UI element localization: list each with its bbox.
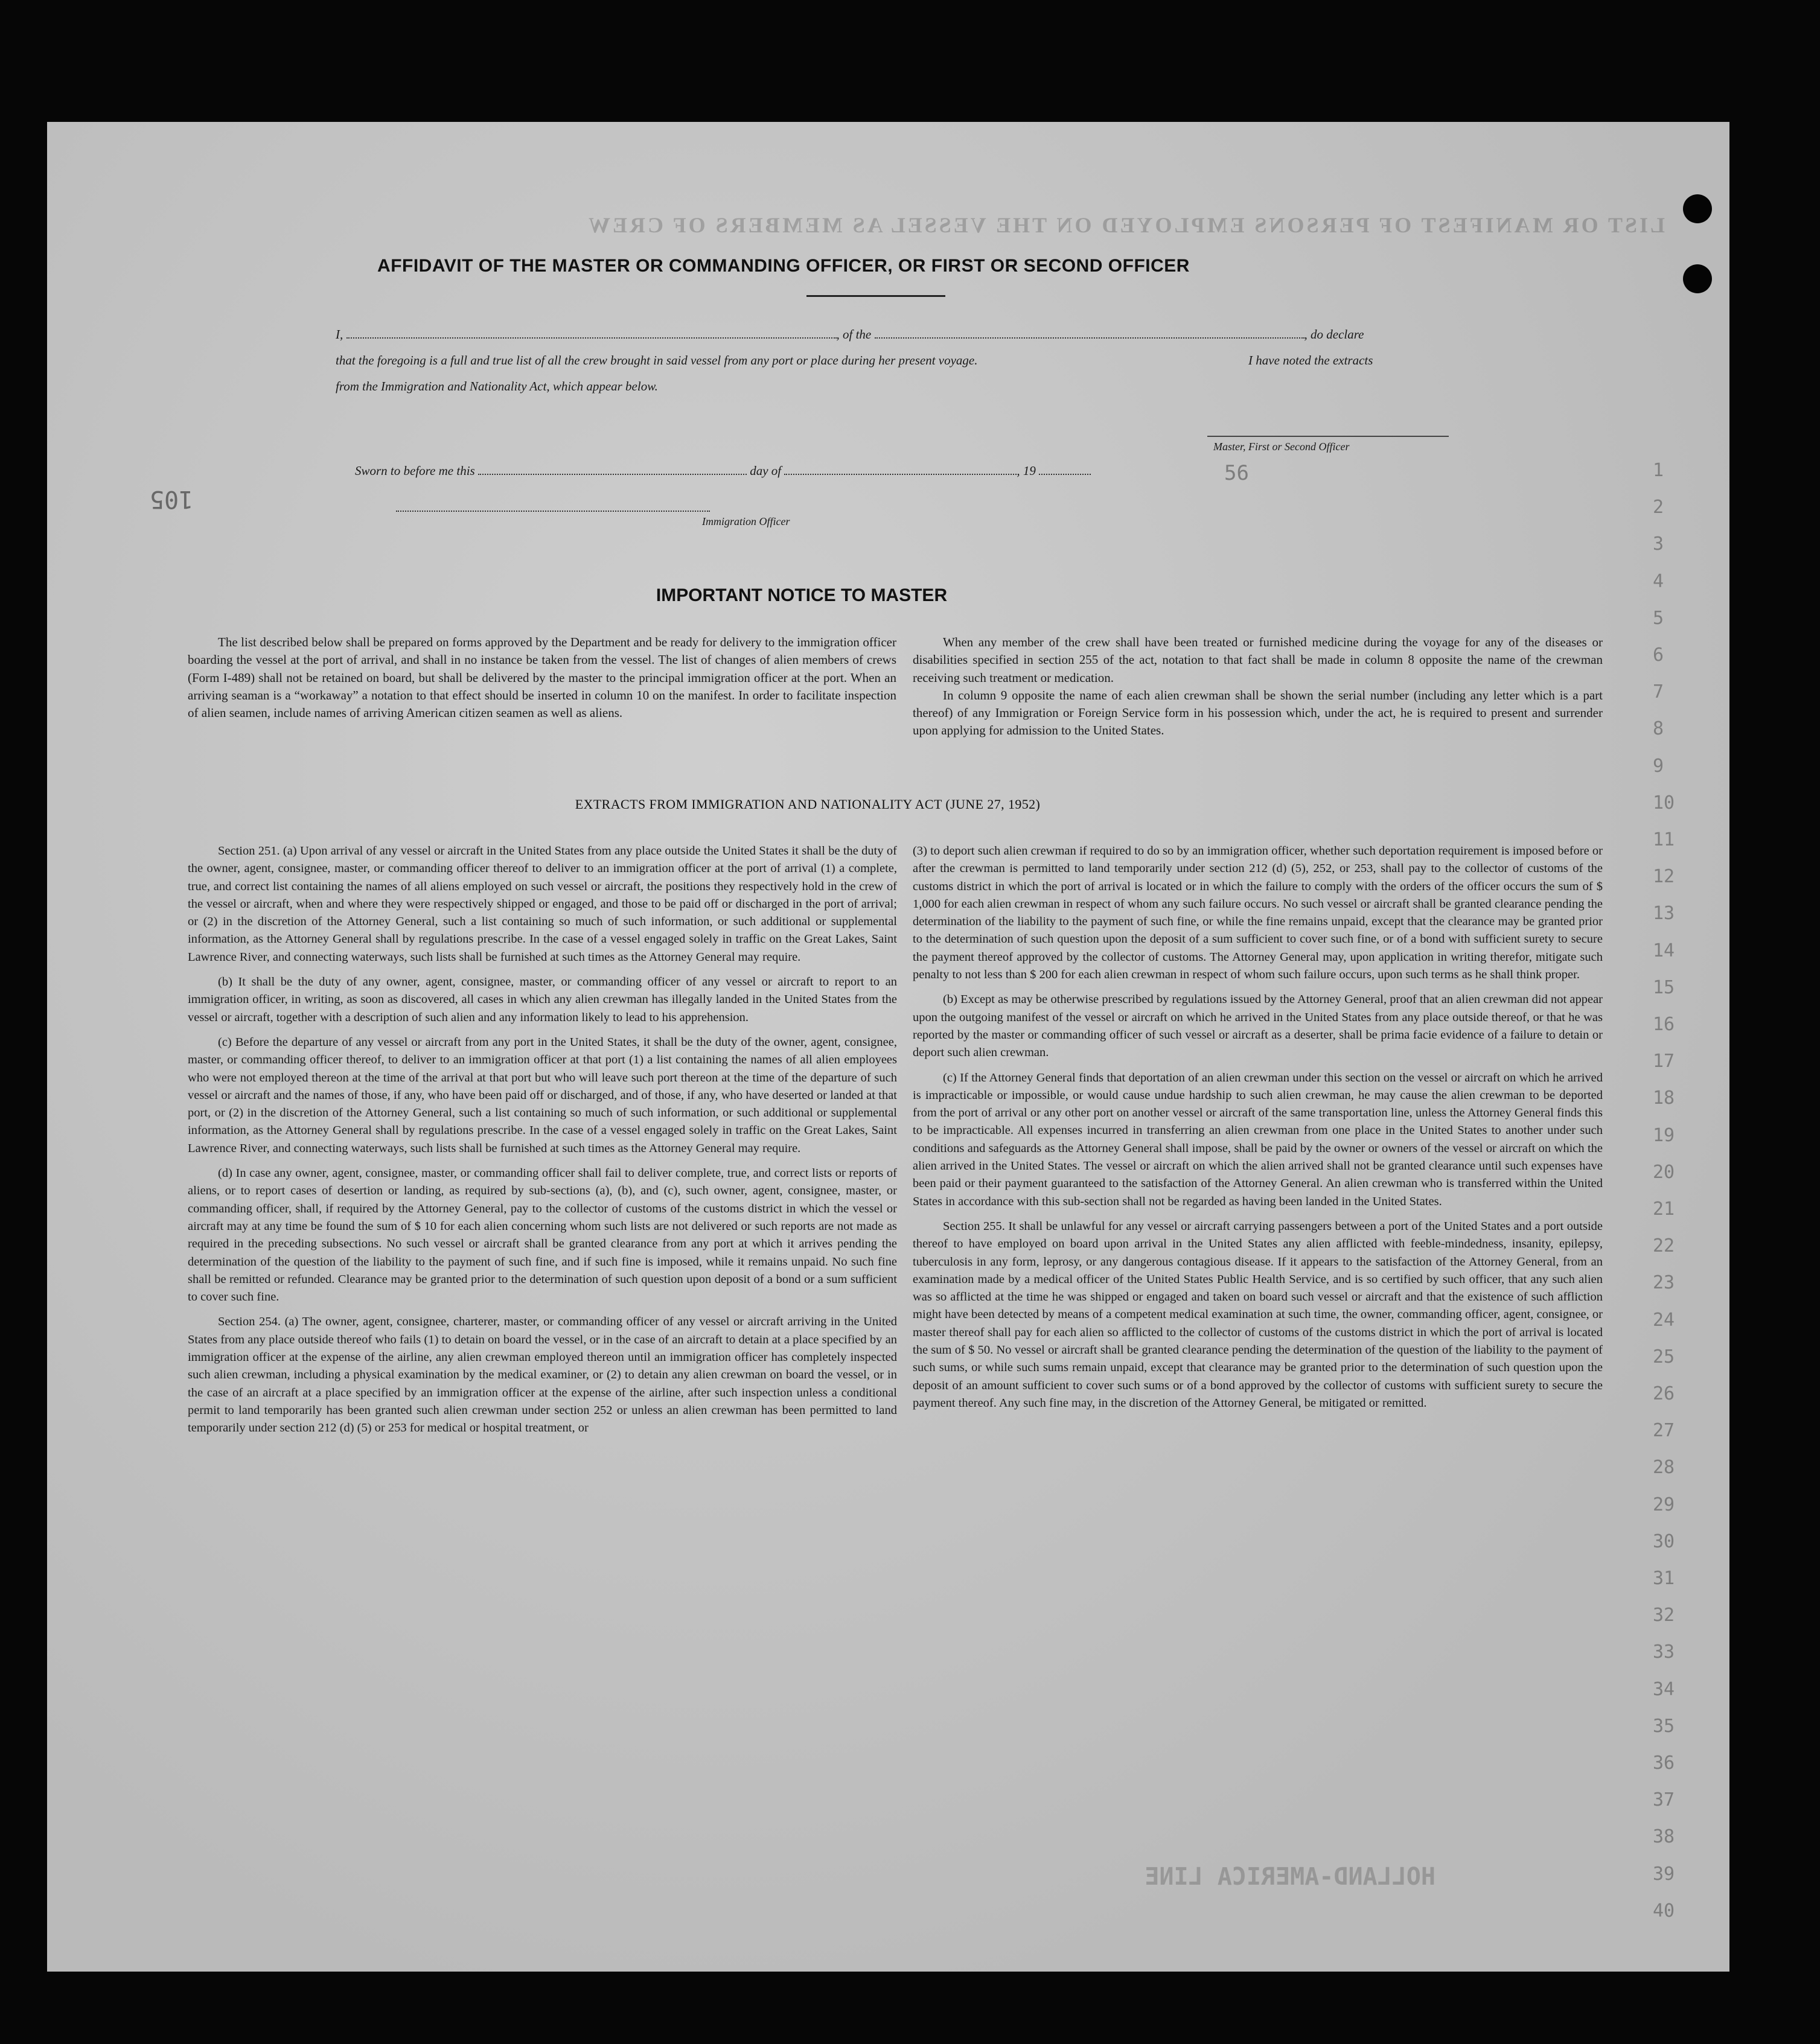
notice-right-paragraph-1: When any member of the crew shall have been treated or furnished medicine during the voyage for any of the diseases or disabilities specified in section 255 of the act, notation to that fact shall be made in column 8 opposite the name of the crewman receiving such treatment or medication.: [913, 635, 1603, 685]
bleedthrough-row-number: 23: [1653, 1272, 1675, 1294]
notice-title: IMPORTANT NOTICE TO MASTER: [656, 585, 948, 605]
affidavit-line-3: from the Immigration and Nationality Act, which appear below.: [336, 379, 658, 393]
notice-left-block: [188, 634, 896, 729]
bleedthrough-row-number: 6: [1653, 645, 1664, 666]
notice-left-paragraph: The list described below shall be prepared on forms approved by the Department and be ready for delivery to the immigration officer boarding the vessel at the port of arrival, and shall in no instance be taken from the vessel. The list of changes of alien members of crews (Form I-489) shall not be retained on board, but shall be delivered by the master to the principal immigration officer at the port. When an arriving seaman is a “workaway” a notation to that effect should be inserted in column 10 on the manifest. In order to facilitate inspection of alien seamen, include names of arriving American citizen seamen as well as aliens.: [188, 635, 896, 721]
bleedthrough-row-number: 30: [1653, 1530, 1675, 1552]
bleedthrough-row-number: 8: [1653, 718, 1664, 740]
sworn-day-of-label: day of: [750, 463, 782, 478]
section-254-a-continued: (3) to deport such alien crewman if required to do so by an immigration officer, whether such deportation requirement is imposed before or after the crewman is permitted to land temporarily under section 212 (d) (5), 252, or 253, shall pay to the collector of customs of the customs district in which the port of arrival is located or in which the failure to comply with the orders of the officer occurs the sum of $ 1,000 for each alien crewman in respect of whom any such failure occurs. No such vessel or aircraft shall be granted clearance pending the determination of the liability to the payment of such fine, or while the fine remains unpaid, except that the clearance may be granted prior to the determination of such question upon the deposit of a sum sufficient to cover such fine, or of a bond with sufficient surety to secure the payment thereof approved by the collector of customs. The Attorney General may, upon application in writing therefor, mitigate such penalty to not less than $ 200 for each alien crewman in respect of whom such failure occurs, upon such terms as he shall think proper.: [913, 844, 1603, 982]
affidavit-do-declare-label: , do declare: [1304, 327, 1364, 342]
sworn-month-field[interactable]: [784, 474, 1017, 475]
bleedthrough-row-number: 5: [1653, 607, 1664, 629]
section-251-b: (b) It shall be the duty of any owner, agent, consignee, master, or commanding officer of any vessel or aircraft to report to an immigration officer, in writing, as soon as discovered, all cases in which any alien crewman has illegally landed in the United States from the vessel or aircraft, together with a description of such alien and any information likely to lead to his apprehension.: [188, 975, 897, 1024]
bleedthrough-row-number: 35: [1653, 1715, 1675, 1737]
sworn-line: [355, 463, 1091, 479]
bleedthrough-row-number: 2: [1653, 497, 1664, 518]
bleedthrough-row-number: 36: [1653, 1753, 1675, 1774]
declarant-name-field[interactable]: [346, 337, 837, 339]
bleedthrough-row-number: 37: [1653, 1789, 1675, 1811]
extracts-right-column: [913, 842, 1603, 1419]
punch-hole-top: [1683, 194, 1712, 223]
bleedthrough-row-number: 34: [1653, 1678, 1675, 1700]
affidavit-title: AFFIDAVIT OF THE MASTER OR COMMANDING OFFICER, OR FIRST OR SECOND OFFICER: [377, 256, 1190, 276]
bleedthrough-row-number: 21: [1653, 1199, 1675, 1220]
bleedthrough-footer: HOLLAND-AMERICA LINE: [1145, 1863, 1435, 1891]
master-signature-label: Master, First or Second Officer: [1213, 441, 1350, 453]
bleedthrough-row-number: 11: [1653, 829, 1675, 850]
bleedthrough-row-number: 3: [1653, 533, 1664, 555]
bleedthrough-row-number: 31: [1653, 1568, 1675, 1589]
bleedthrough-row-number: 40: [1653, 1900, 1675, 1921]
bleedthrough-row-number: 4: [1653, 570, 1664, 592]
bleedthrough-row-number: 22: [1653, 1235, 1675, 1257]
bleedthrough-row-number: 28: [1653, 1457, 1675, 1479]
affidavit-line-2-right: I have noted the extracts: [1248, 353, 1373, 368]
vessel-name-field[interactable]: [875, 337, 1304, 339]
bleedthrough-row-number: 9: [1653, 755, 1664, 777]
extracts-title: EXTRACTS FROM IMMIGRATION AND NATIONALITY ACT (JUNE 27, 1952): [575, 797, 1041, 812]
section-251-a: Section 251. (a) Upon arrival of any vessel or aircraft in the United States from any place outside the United States it shall be the duty of the owner, agent, consignee, master, or commanding officer thereof to deliver to an immigration officer at the port of arrival (1) a complete, true, and correct list containing the names of all aliens employed on such vessel or aircraft, the positions they respectively hold in the crew of the vessel or aircraft, when and where they were respectively shipped or engaged, and those to be paid off or discharged in the port of arrival; or (2) in the discretion of the Attorney General, such a list containing so much of such information, or such additional or supplemental information, as the Attorney General shall by regulations prescribe. In the case of a vessel engaged solely in traffic on the Great Lakes, Saint Lawrence River, and connecting waterways, such lists shall be furnished at such times as the Attorney General may require.: [188, 844, 897, 964]
bleedthrough-row-number: 24: [1653, 1309, 1675, 1331]
punch-hole-bottom: [1683, 264, 1712, 293]
bleedthrough-row-number: 33: [1653, 1641, 1675, 1663]
sworn-prefix: Sworn to before me this: [355, 463, 475, 478]
bleedthrough-row-number: 16: [1653, 1014, 1675, 1035]
sworn-year-label: , 19: [1017, 463, 1036, 478]
bleedthrough-row-number: 10: [1653, 792, 1675, 813]
bleedthrough-row-number: 39: [1653, 1863, 1675, 1885]
notice-right-block: [913, 634, 1603, 747]
bleedthrough-row-number: 14: [1653, 940, 1675, 961]
extracts-left-column: [188, 842, 897, 1445]
sworn-year-field[interactable]: [1039, 474, 1091, 475]
bleedthrough-header: LIST OR MANIFEST OF PERSONS EMPLOYED ON THE VESSEL AS MEMBERS OF CREW: [586, 213, 1665, 237]
section-254-c: (c) If the Attorney General finds that deportation of an alien crewman under this section on the vessel or aircraft on which he arrived is impracticable or impossible, or would cause undue hardship to such alien crewman, he may cause the alien crewman to be deported from the port of arrival or any other port on another vessel or aircraft of the same transportation line, unless the Attorney General finds this to be impracticable. All expenses incurred in transferring an alien crewman from one place in the United States to another under such conditions and safeguards as the Attorney General shall impose, shall be paid by the owner or owners of the vessel or aircraft on which the alien arrived in the United States. The vessel or aircraft on which the alien arrived shall not be granted clearance until such expenses have been paid or their payment guaranteed to the satisfaction of the Attorney General. An alien crewman who is transferred within the United States in accordance with this sub-section shall not be regarded as having been landed in the United States.: [913, 1071, 1603, 1208]
officer-signature-line[interactable]: [396, 511, 710, 512]
officer-signature-label: Immigration Officer: [702, 515, 790, 527]
bleedthrough-row-number: 26: [1653, 1383, 1675, 1404]
bleedthrough-row-number: 27: [1653, 1420, 1675, 1442]
section-251-d: (d) In case any owner, agent, consignee, master, or commanding officer shall fail to deliver complete, true, and correct lists or reports of aliens, or to report cases of desertion or landing, as required by sub-sections (a), (b), and (c), such owner, agent, consignee, master, or commanding officer, shall, if required by the Attorney General, pay to the collector of customs of the customs district in which the vessel or aircraft may at any time be found the sum of $ 10 for each alien concerning whom such lists are not delivered or such reports are not made as required in the preceding subsections. No such vessel or aircraft shall be granted clearance from any port at which it arrives pending the determination of the question of the liability to the payment of such fine, and if such fine is imposed, while it remains unpaid. No such fine shall be remitted or refunded. Clearance may be granted prior to the determination of such question upon deposit of a bond or a sum sufficient to cover such fine.: [188, 1167, 897, 1304]
affidavit-of-the-label: , of the: [836, 327, 872, 342]
affidavit-line-1: [336, 327, 1364, 342]
section-255: Section 255. It shall be unlawful for any vessel or aircraft carrying passengers between a port of the United States and a port outside thereof to have employed on board upon arrival in the United States any alien afflicted with feeble-mindedness, insanity, epilepsy, tuberculosis in any form, leprosy, or any dangerous contagious disease. If it appears to the satisfaction of the Attorney General, from an examination made by a medical officer of the United States Public Health Service, and is so certified by such officer, that any such alien was so afflicted at the time he was shipped or engaged and taken on board such vessel or aircraft and that the existence of such affliction might have been detected by means of a competent medical examination at such time, the owner, commanding officer, agent, consignee, or master thereof shall pay for each alien so afflicted to the collector of customs of the customs district in which the port of arrival is located the sum of $ 50. No vessel or aircraft shall be granted clearance pending the determination of the question of the liability to the payment of such sums, or while such sums remain unpaid, except that clearance may be granted prior to the determination of such question upon the deposit of an amount sufficient to cover such sums or of a bond approved by the collector of customs with sufficient surety to secure the payment thereof. Any such fine may, in the discretion of the Attorney General, be mitigated or remitted.: [913, 1219, 1603, 1410]
bleedthrough-row-number: 13: [1653, 903, 1675, 925]
bleedthrough-side-number: 105: [150, 485, 194, 513]
manifest-back-page: [47, 122, 1729, 1972]
bleedthrough-row-number: 25: [1653, 1346, 1675, 1367]
bleedthrough-row-number: 19: [1653, 1124, 1675, 1146]
bleedthrough-row-number: 17: [1653, 1051, 1675, 1072]
bleedthrough-row-number: 15: [1653, 976, 1675, 998]
affidavit-i-label: I,: [336, 327, 343, 342]
affidavit-statement: that the foregoing is a full and true list of all the crew brought in said vessel from any port or place during her present voyage.: [336, 353, 978, 368]
section-251-c: (c) Before the departure of any vessel or aircraft from any port in the United States, it shall be the duty of the owner, agent, consignee, master, or commanding officer thereof, to deliver to an immigration officer at that port (1) a list containing the names of all alien employees who were not employed thereon at the time of the arrival at that port but who will leave such port thereon at the time of the departure of such vessel or aircraft and the names of those, if any, who have been paid off or discharged, and of those, if any, who have deserted or landed at that port, or (2) in the discretion of the Attorney General, such a list containing so much of such information, or such additional or supplemental information, as the Attorney General shall by regulations prescribe. In the case of a vessel engaged solely in traffic on the Great Lakes, Saint Lawrence River, and connecting waterways, such lists shall be furnished at such times as the Attorney General may require.: [188, 1035, 897, 1155]
sworn-day-field[interactable]: [478, 474, 747, 475]
bleedthrough-row-number: 20: [1653, 1161, 1675, 1183]
section-254-a: Section 254. (a) The owner, agent, consignee, charterer, master, or commanding officer of any vessel or aircraft arriving in the United States from any place outside thereof who fails (1) to detain on board the vessel, or in the case of an aircraft to detain at a place specified by an immigration officer at the expense of the airline, any alien crewman employed thereon until an immigration officer has completely inspected such alien crewman, including a physical examination by the medical examiner, or (2) to detain any alien crewman on board the vessel, or in the case of an aircraft at a place specified by an immigration officer at the expense of the airline, after such inspection unless a conditional permit to land temporarily has been granted such alien crewman under section 252 or unless an alien crewman has been permitted to land temporarily under section 212 (d) (5) or 253 for medical or hospital treatment, or: [188, 1315, 897, 1435]
bleedthrough-row-number: 18: [1653, 1087, 1675, 1109]
notice-right-paragraph-2: In column 9 opposite the name of each alien crewman shall be shown the serial number (including any letter which is a part thereof) of any Immigration or Foreign Service form in his possession which, under the act, he is required to present and surrender upon applying for admission to the United States.: [913, 687, 1603, 738]
bleedthrough-row-number: 12: [1653, 866, 1675, 888]
master-signature-line[interactable]: [1207, 436, 1449, 437]
bleedthrough-year: 56: [1224, 461, 1249, 485]
bleedthrough-row-number: 29: [1653, 1494, 1675, 1515]
bleedthrough-row-number: 7: [1653, 681, 1664, 703]
bleedthrough-row-number: 32: [1653, 1605, 1675, 1626]
affidavit-line-2: [336, 353, 978, 368]
bleedthrough-row-number: 1: [1653, 460, 1664, 481]
bleedthrough-row-number: 38: [1653, 1826, 1675, 1848]
section-254-b: (b) Except as may be otherwise prescribed by regulations issued by the Attorney General, proof that an alien crewman did not appear upon the outgoing manifest of the vessel or aircraft on which he arrived in the United States from any place outside thereof, or that he was reported by the master or commanding officer of such vessel or aircraft as a deserter, shall be prima facie evidence of a failure to detain or deport such alien crewman.: [913, 993, 1603, 1060]
affidavit-title-rule: [806, 295, 945, 297]
